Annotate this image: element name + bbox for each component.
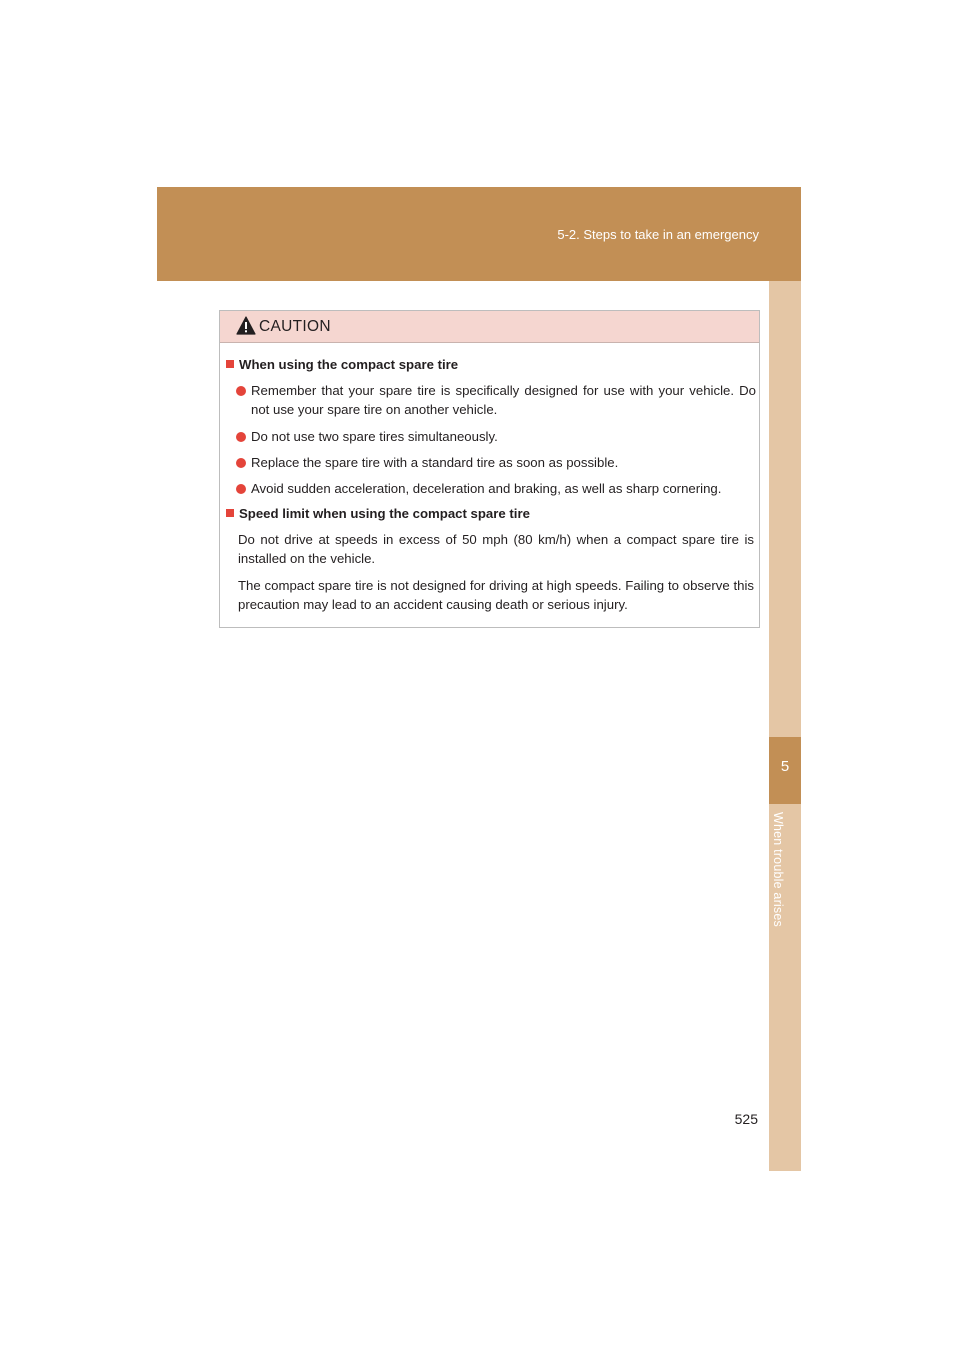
- side-strip: [769, 281, 801, 1171]
- chapter-title: When trouble arises: [771, 812, 785, 927]
- list-item: [236, 381, 756, 419]
- paragraph: The compact spare tire is not designed for driving at high speeds. Failing to observe this precaution may lead to an accident causing death or serious injury.: [238, 578, 754, 612]
- list-item-text: Do not use two spare tires simultaneously.: [251, 429, 498, 444]
- caution-title: CAUTION: [259, 318, 331, 335]
- paragraph: Do not drive at speeds in excess of 50 mph (80 km/h) when a compact spare tire is installed on the vehicle.: [238, 532, 754, 566]
- section-heading-text: When using the compact spare tire: [239, 357, 459, 372]
- caution-header: [220, 311, 759, 343]
- section-heading: [220, 355, 750, 374]
- square-bullet-icon: [226, 360, 234, 368]
- list-item-text: Avoid sudden acceleration, deceleration and braking, as well as sharp cornering.: [251, 481, 722, 496]
- warning-triangle-icon: [236, 316, 256, 335]
- section-heading-text: Speed limit when using the compact spare tire: [239, 506, 530, 521]
- bullet-dot-icon: [236, 386, 246, 396]
- header-band: [157, 187, 801, 281]
- square-bullet-icon: [226, 509, 234, 517]
- list-item: [236, 479, 756, 498]
- bullet-dot-icon: [236, 458, 246, 468]
- chapter-number: 5: [780, 758, 790, 775]
- caution-box: [219, 310, 760, 628]
- section-heading: [220, 504, 750, 523]
- section-title: 5-2. Steps to take in an emergency: [557, 227, 759, 242]
- list-item: [236, 427, 756, 446]
- bullet-dot-icon: [236, 484, 246, 494]
- list-item-text: Remember that your spare tire is specifically designed for use with your vehicle. Do not use your spare tire on another vehicle.: [251, 383, 756, 417]
- list-item: [236, 453, 756, 472]
- bullet-dot-icon: [236, 432, 246, 442]
- list-item-text: Replace the spare tire with a standard tire as soon as possible.: [251, 455, 619, 470]
- chapter-tab[interactable]: [769, 737, 801, 804]
- page-number: 525: [734, 1111, 758, 1127]
